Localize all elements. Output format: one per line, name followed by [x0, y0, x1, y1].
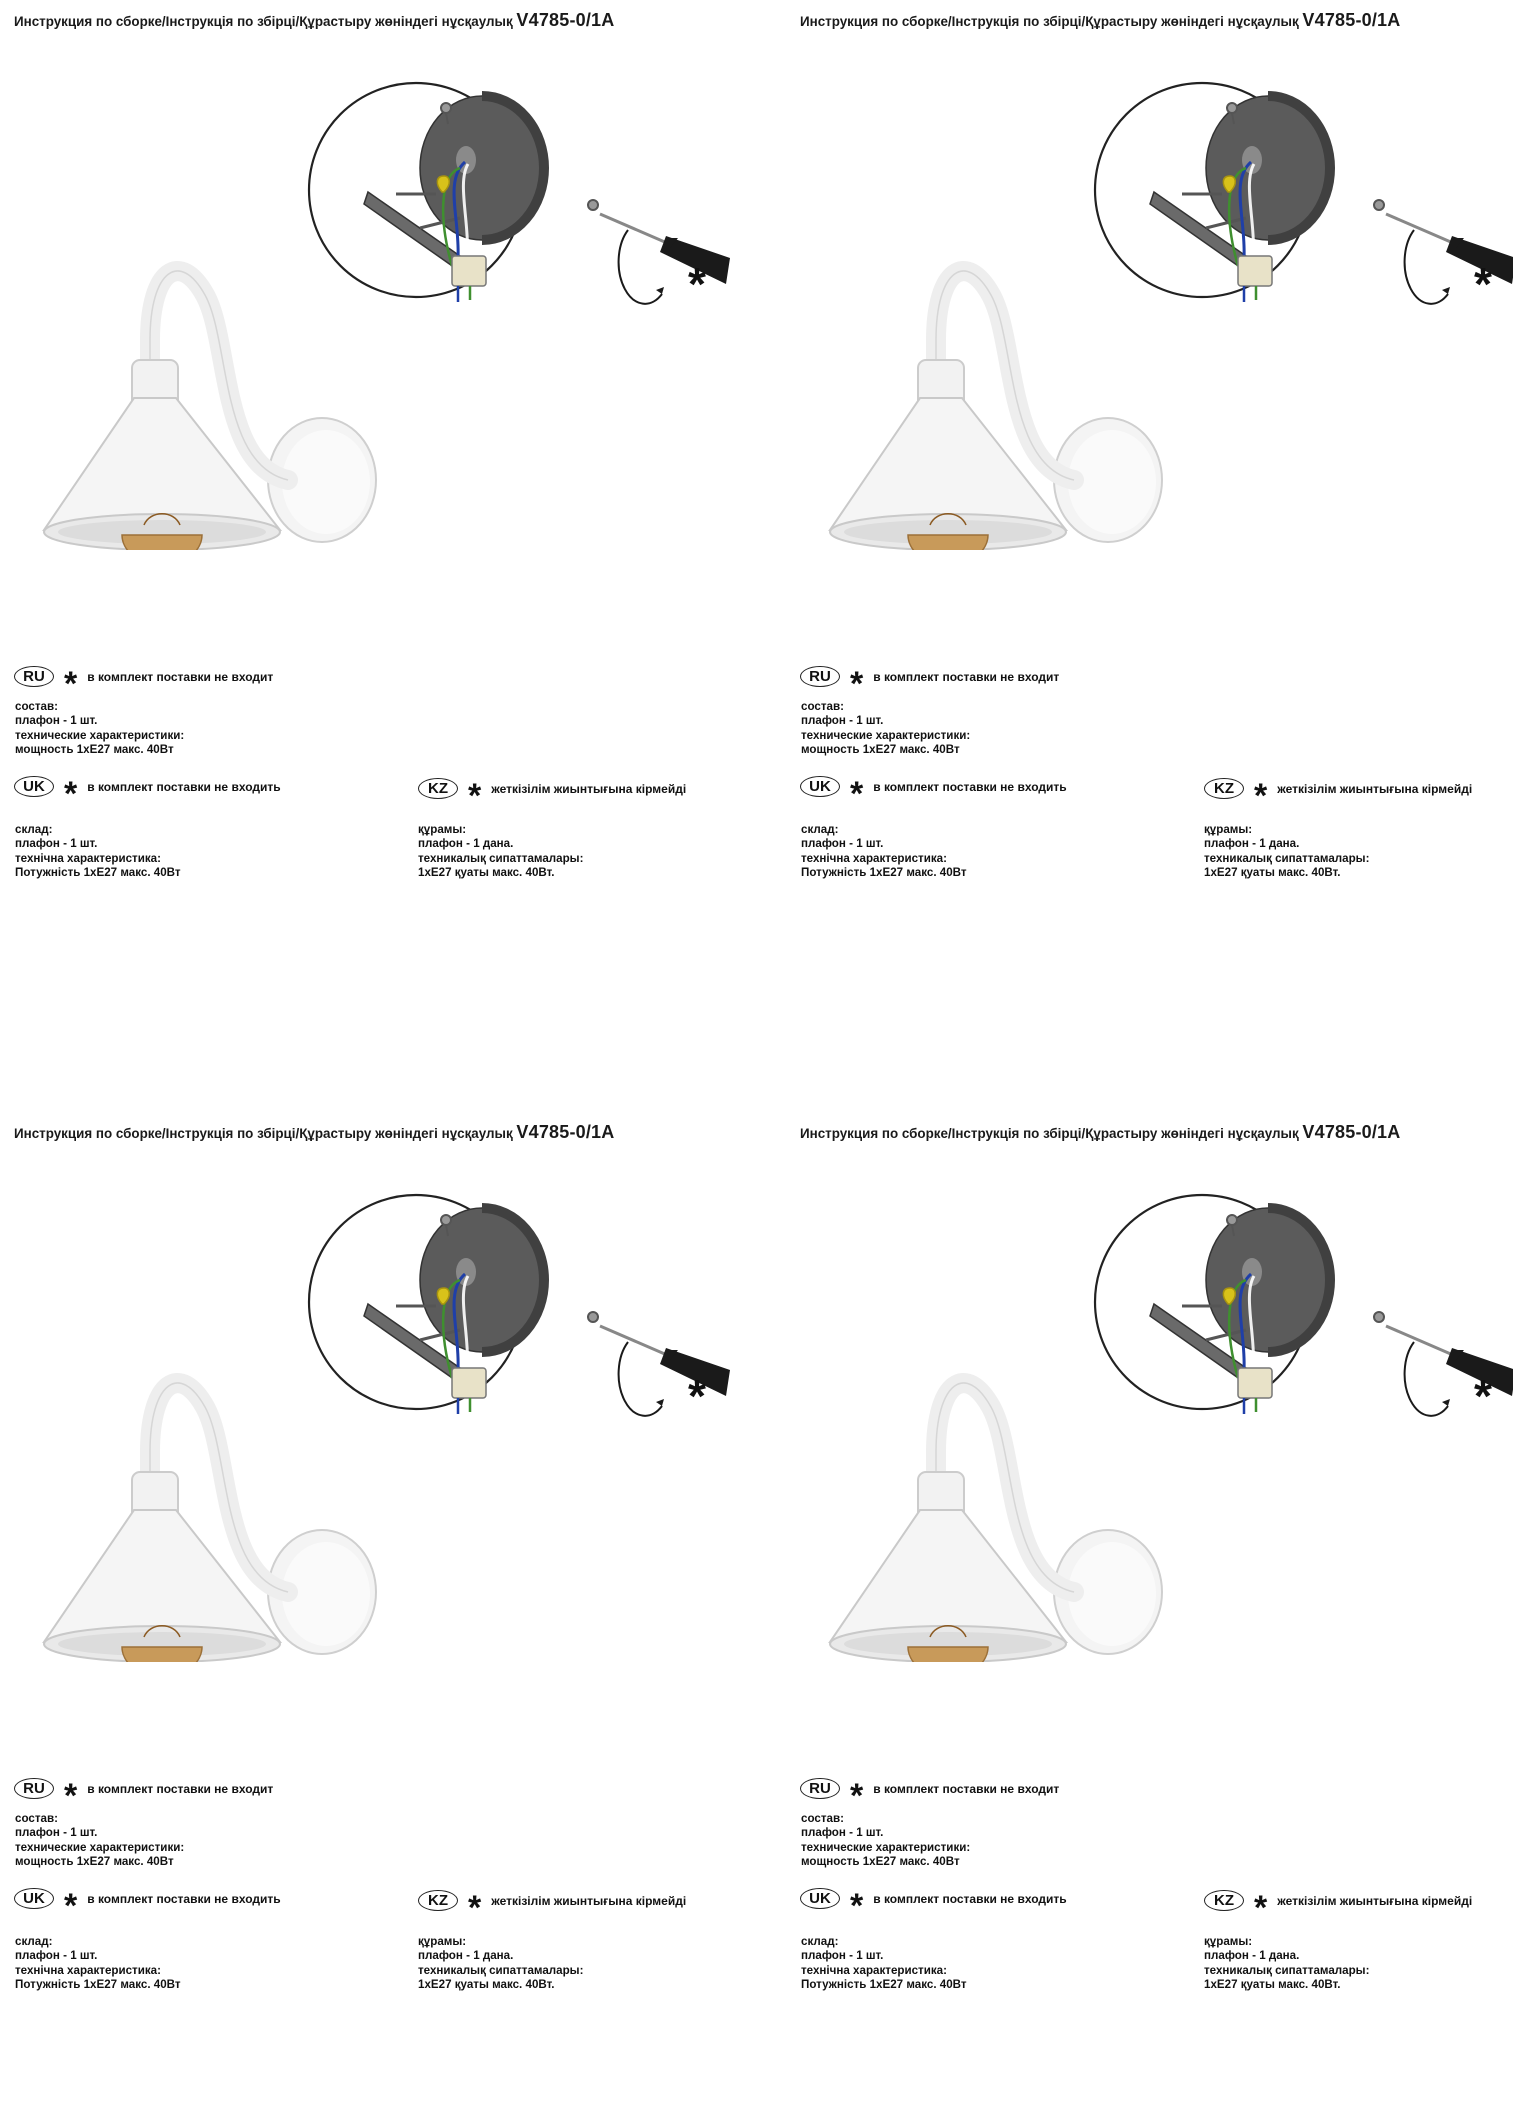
ru-star: *: [850, 664, 864, 703]
page-title: [14, 1122, 744, 1143]
wall-lamp-image: [830, 271, 1162, 550]
ru-spec-line: мощность 1хE27 макс. 40Вт: [15, 1855, 174, 1869]
title-text: Инструкция по сборке/Інструкція по збірці/Құрастыру жөніндегі нұсқаулық: [14, 1126, 513, 1141]
ru-note: [800, 1776, 1060, 1815]
ru-note: [800, 664, 1060, 703]
uk-spec-line: Потужність 1хE27 макс. 40Вт: [15, 866, 181, 880]
ru-badge: RU: [800, 666, 840, 687]
kz-note-text: жеткізілім жиынтығына кірмейді: [1277, 781, 1473, 796]
assembly-illustration: [40, 80, 730, 550]
kz-note-text: жеткізілім жиынтығына кірмейді: [491, 781, 687, 796]
ru-note-text: в комплект поставки не входит: [87, 1781, 274, 1796]
uk-badge: UK: [14, 1888, 54, 1909]
ru-spec-line: состав:: [801, 700, 844, 713]
ru-spec-line: плафон - 1 шт.: [15, 1826, 98, 1840]
detail-star-label: *: [688, 258, 706, 310]
ru-spec-line: технические характеристики:: [15, 728, 185, 742]
uk-spec-line: Потужність 1хE27 макс. 40Вт: [15, 1978, 181, 1992]
page-title: [14, 10, 744, 31]
kz-star: *: [468, 776, 482, 815]
ru-badge: RU: [800, 1778, 840, 1799]
uk-specs: [15, 1935, 181, 1993]
ru-spec-line: плафон - 1 шт.: [15, 714, 98, 728]
ru-specs: [801, 700, 970, 758]
kz-note: [418, 776, 687, 815]
wiring-detail-image: [309, 1195, 730, 1416]
uk-spec-line: плафон - 1 шт.: [801, 1949, 884, 1963]
wall-lamp-image: [44, 271, 376, 550]
kz-spec-line: 1хE27 қуаты макс. 40Вт.: [418, 866, 555, 880]
ru-note: [14, 664, 274, 703]
kz-spec-line: құрамы:: [418, 1935, 467, 1948]
uk-spec-line: плафон - 1 шт.: [15, 837, 98, 851]
kz-note: [418, 1888, 687, 1927]
model-number: V4785-0/1A: [1302, 10, 1401, 30]
kz-specs: [418, 1935, 583, 1993]
ru-spec-line: технические характеристики:: [801, 728, 971, 742]
uk-note-text: в комплект поставки не входить: [87, 779, 281, 794]
kz-specs: [418, 823, 583, 881]
kz-star: *: [1254, 776, 1268, 815]
uk-note-text: в комплект поставки не входить: [87, 1891, 281, 1906]
uk-spec-line: Потужність 1хE27 макс. 40Вт: [801, 866, 967, 880]
kz-spec-line: техникалық сипаттамалары:: [1204, 1963, 1370, 1977]
ru-spec-line: мощность 1хE27 макс. 40Вт: [801, 1855, 960, 1869]
ru-spec-line: мощность 1хE27 макс. 40Вт: [15, 743, 174, 757]
ru-note-text: в комплект поставки не входит: [873, 1781, 1060, 1796]
uk-badge: UK: [14, 776, 54, 797]
kz-spec-line: құрамы:: [1204, 823, 1253, 836]
assembly-illustration: [826, 1192, 1513, 1662]
kz-spec-line: плафон - 1 дана.: [1204, 837, 1300, 851]
wiring-detail-image: [1095, 1195, 1513, 1416]
kz-spec-line: құрамы:: [1204, 1935, 1253, 1948]
wall-lamp-image: [830, 1383, 1162, 1662]
kz-star: *: [468, 1888, 482, 1927]
detail-star-label: *: [1474, 258, 1492, 310]
uk-spec-line: технічна характеристика:: [15, 1963, 161, 1977]
instruction-sheet-top-right: [786, 0, 1513, 1000]
ru-star: *: [64, 664, 78, 703]
uk-spec-line: склад:: [801, 823, 839, 836]
model-number: V4785-0/1A: [1302, 1122, 1401, 1142]
uk-spec-line: технічна характеристика:: [801, 851, 947, 865]
ru-spec-line: технические характеристики:: [15, 1840, 185, 1854]
uk-specs: [15, 823, 181, 881]
kz-spec-line: 1хE27 қуаты макс. 40Вт.: [418, 1978, 555, 1992]
uk-note: [800, 774, 1067, 813]
ru-spec-line: технические характеристики:: [801, 1840, 971, 1854]
title-text: Инструкция по сборке/Інструкція по збірці/Құрастыру жөніндегі нұсқаулық: [14, 14, 513, 29]
kz-star: *: [1254, 1888, 1268, 1927]
ru-spec-line: состав:: [15, 1812, 58, 1825]
uk-specs: [801, 823, 967, 881]
instruction-sheet-bottom-left: [0, 1112, 756, 2112]
ru-spec-line: состав:: [801, 1812, 844, 1825]
uk-spec-line: плафон - 1 шт.: [15, 1949, 98, 1963]
ru-note-text: в комплект поставки не входит: [87, 669, 274, 684]
model-number: V4785-0/1A: [516, 1122, 615, 1142]
ru-spec-line: плафон - 1 шт.: [801, 1826, 884, 1840]
uk-spec-line: технічна характеристика:: [15, 851, 161, 865]
title-text: Инструкция по сборке/Інструкція по збірці/Құрастыру жөніндегі нұсқаулық: [800, 14, 1299, 29]
ru-badge: RU: [14, 666, 54, 687]
kz-note: [1204, 776, 1473, 815]
page-title: [800, 1122, 1513, 1143]
ru-note: [14, 1776, 274, 1815]
kz-note-text: жеткізілім жиынтығына кірмейді: [1277, 1893, 1473, 1908]
ru-specs: [15, 700, 184, 758]
uk-spec-line: склад:: [801, 1935, 839, 1948]
kz-badge: KZ: [418, 778, 458, 799]
model-number: V4785-0/1A: [516, 10, 615, 30]
kz-badge: KZ: [1204, 1890, 1244, 1911]
ru-note-text: в комплект поставки не входит: [873, 669, 1060, 684]
kz-badge: KZ: [1204, 778, 1244, 799]
instruction-sheet-top-left: [0, 0, 756, 1000]
uk-note-text: в комплект поставки не входить: [873, 1891, 1067, 1906]
kz-spec-line: плафон - 1 дана.: [418, 837, 514, 851]
kz-spec-line: плафон - 1 дана.: [418, 1949, 514, 1963]
ru-spec-line: состав:: [15, 700, 58, 713]
uk-star: *: [64, 774, 78, 813]
assembly-illustration: [40, 1192, 730, 1662]
detail-star-label: *: [688, 1370, 706, 1422]
uk-note: [14, 774, 281, 813]
uk-specs: [801, 1935, 967, 1993]
ru-badge: RU: [14, 1778, 54, 1799]
uk-badge: UK: [800, 1888, 840, 1909]
wall-lamp-image: [44, 1383, 376, 1662]
kz-spec-line: 1хE27 қуаты макс. 40Вт.: [1204, 866, 1341, 880]
kz-spec-line: құрамы:: [418, 823, 467, 836]
uk-note: [800, 1886, 1067, 1925]
ru-specs: [15, 1812, 184, 1870]
kz-specs: [1204, 1935, 1369, 1993]
uk-star: *: [64, 1886, 78, 1925]
assembly-illustration: [826, 80, 1513, 550]
ru-star: *: [850, 1776, 864, 1815]
uk-spec-line: склад:: [15, 1935, 53, 1948]
uk-spec-line: технічна характеристика:: [801, 1963, 947, 1977]
uk-spec-line: плафон - 1 шт.: [801, 837, 884, 851]
uk-star: *: [850, 1886, 864, 1925]
wiring-detail-image: [309, 83, 730, 304]
wiring-detail-image: [1095, 83, 1513, 304]
kz-note: [1204, 1888, 1473, 1927]
kz-spec-line: техникалық сипаттамалары:: [418, 851, 584, 865]
ru-spec-line: мощность 1хE27 макс. 40Вт: [801, 743, 960, 757]
kz-note-text: жеткізілім жиынтығына кірмейді: [491, 1893, 687, 1908]
uk-spec-line: склад:: [15, 823, 53, 836]
ru-star: *: [64, 1776, 78, 1815]
instruction-sheet-bottom-right: [786, 1112, 1513, 2112]
kz-badge: KZ: [418, 1890, 458, 1911]
uk-star: *: [850, 774, 864, 813]
detail-star-label: *: [1474, 1370, 1492, 1422]
uk-note-text: в комплект поставки не входить: [873, 779, 1067, 794]
kz-spec-line: 1хE27 қуаты макс. 40Вт.: [1204, 1978, 1341, 1992]
ru-spec-line: плафон - 1 шт.: [801, 714, 884, 728]
page-title: [800, 10, 1513, 31]
title-text: Инструкция по сборке/Інструкція по збірці/Құрастыру жөніндегі нұсқаулық: [800, 1126, 1299, 1141]
kz-specs: [1204, 823, 1369, 881]
uk-badge: UK: [800, 776, 840, 797]
kz-spec-line: техникалық сипаттамалары:: [1204, 851, 1370, 865]
kz-spec-line: плафон - 1 дана.: [1204, 1949, 1300, 1963]
kz-spec-line: техникалық сипаттамалары:: [418, 1963, 584, 1977]
uk-spec-line: Потужність 1хE27 макс. 40Вт: [801, 1978, 967, 1992]
ru-specs: [801, 1812, 970, 1870]
uk-note: [14, 1886, 281, 1925]
